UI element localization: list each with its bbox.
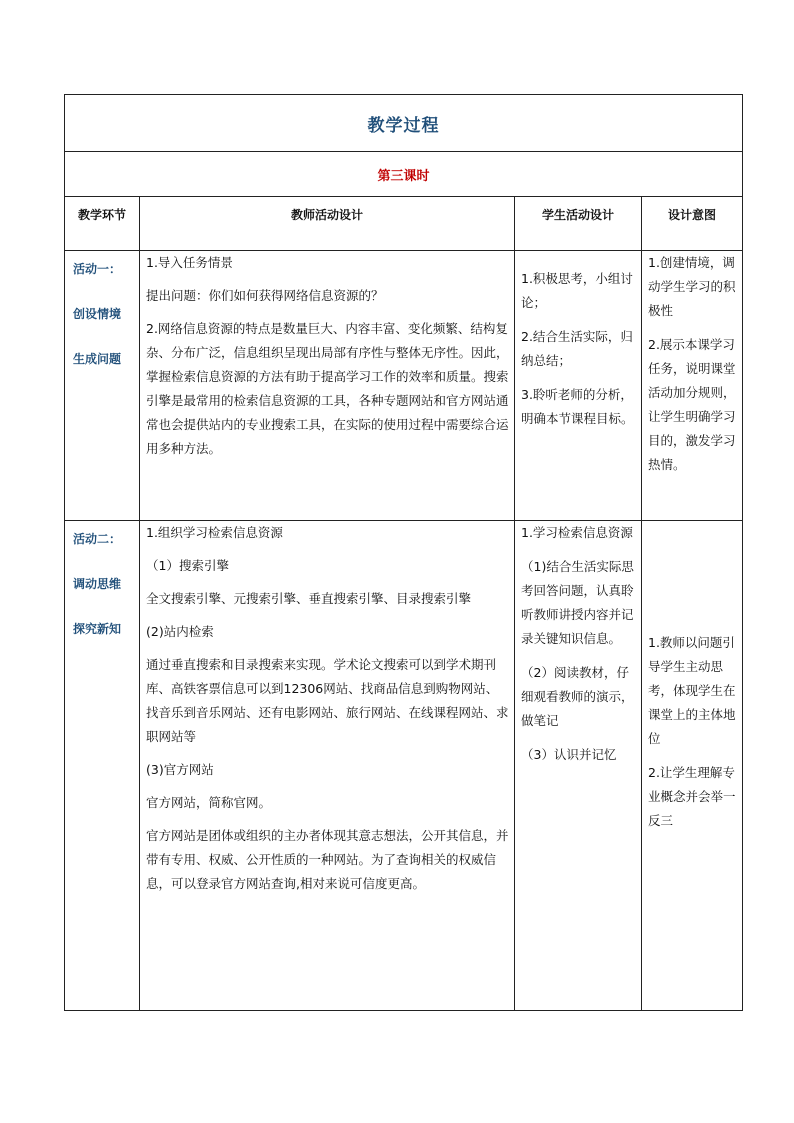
header-stage: 教学环节	[65, 197, 140, 251]
teacher-text: 1.组织学习检索信息资源	[146, 525, 283, 540]
stage-label: 活动二：	[73, 532, 122, 546]
intent-text: 2.让学生理解专业概念并会举一反三	[648, 765, 736, 828]
design-intent-cell	[642, 521, 743, 1011]
intent-text: 1.创建情境，调动学生学习的积极性	[648, 255, 736, 318]
stage-cell	[65, 521, 140, 1011]
intent-text: 1.教师以问题引导学生主动思考，体现学生在课堂上的主体地位	[648, 635, 736, 746]
design-intent-cell	[642, 251, 743, 521]
student-text: （3）认识并记忆	[521, 747, 617, 762]
teacher-text: 官方网站是团体或组织的主办者体现其意志想法，公开其信息，并带有专用、权威、公开性质的一种网站。为了查询相关的权威信息，可以登录官方网站查询,相对来说可信度更高。	[146, 828, 509, 891]
teacher-text: 提出问题：你们如何获得网络信息资源的？	[146, 288, 384, 303]
student-text: 1.学习检索信息资源	[521, 525, 633, 540]
table-title-cell	[65, 95, 743, 152]
teacher-text: 2.网络信息资源的特点是数量巨大、内容丰富、变化频繁、结构复杂、分布广泛，信息组织呈现出局部有序性与整体无序性。因此，掌握检索信息资源的方法有助于提高学习工作的效率和质量。搜索引擎是最常用的检索信息资源的工具，各种专题网站和官方网站通常也会提供站内的专业搜索工具，在实际的使用过程中需要综合运用多种方法。	[146, 321, 509, 456]
table-title: 教学过程	[367, 115, 440, 136]
teacher-activity-cell	[140, 251, 515, 521]
intent-text: 2.展示本课学习任务，说明课堂活动加分规则，让学生明确学习目的，激发学习热情。	[648, 337, 736, 472]
stage-label: 探究新知	[73, 622, 122, 636]
teacher-text: 全文搜索引擎、元搜索引擎、垂直搜索引擎、目录搜索引擎	[146, 591, 472, 606]
student-text: 1.积极思考，小组讨论；	[521, 271, 633, 310]
student-text: 3.聆听老师的分析，明确本节课程目标。	[521, 387, 634, 426]
stage-cell	[65, 251, 140, 521]
teacher-text: 通过垂直搜索和目录搜索来实现。学术论文搜索可以到学术期刊库、高铁客票信息可以到12306网站、找商品信息到购物网站、找音乐到音乐网站、还有电影网站、旅行网站、在线课程网站、求职网站等	[146, 657, 509, 744]
header-teacher: 教师活动设计	[140, 197, 515, 251]
stage-label: 生成问题	[73, 352, 122, 366]
teacher-text: 官方网站，简称官网。	[146, 795, 272, 810]
teacher-text: (2)站内检索	[146, 624, 214, 639]
table-header-row	[65, 197, 743, 251]
stage-label: 调动思维	[73, 577, 122, 591]
session-cell	[65, 152, 743, 197]
header-student: 学生活动设计	[515, 197, 642, 251]
teacher-text: (3)官方网站	[146, 762, 214, 777]
teacher-activity-cell	[140, 521, 515, 1011]
stage-label: 创设情境	[73, 307, 122, 321]
teacher-text: 1.导入任务情景	[146, 255, 233, 270]
student-activity-cell	[515, 521, 642, 1011]
lesson-process-table	[64, 94, 743, 1011]
stage-label: 活动一：	[73, 262, 122, 276]
student-text: （1)结合生活实际思考回答问题，认真聆听教师讲授内容并记录关键知识信息。	[521, 559, 634, 646]
student-text: （2）阅读教材，仔细观看教师的演示，做笔记	[521, 665, 634, 728]
table-row	[65, 521, 743, 1011]
student-activity-cell	[515, 251, 642, 521]
session-label: 第三课时	[377, 168, 430, 184]
header-intent: 设计意图	[642, 197, 743, 251]
student-text: 2.结合生活实际，归纳总结；	[521, 329, 633, 368]
teacher-text: （1）搜索引擎	[146, 558, 229, 573]
table-row	[65, 251, 743, 521]
